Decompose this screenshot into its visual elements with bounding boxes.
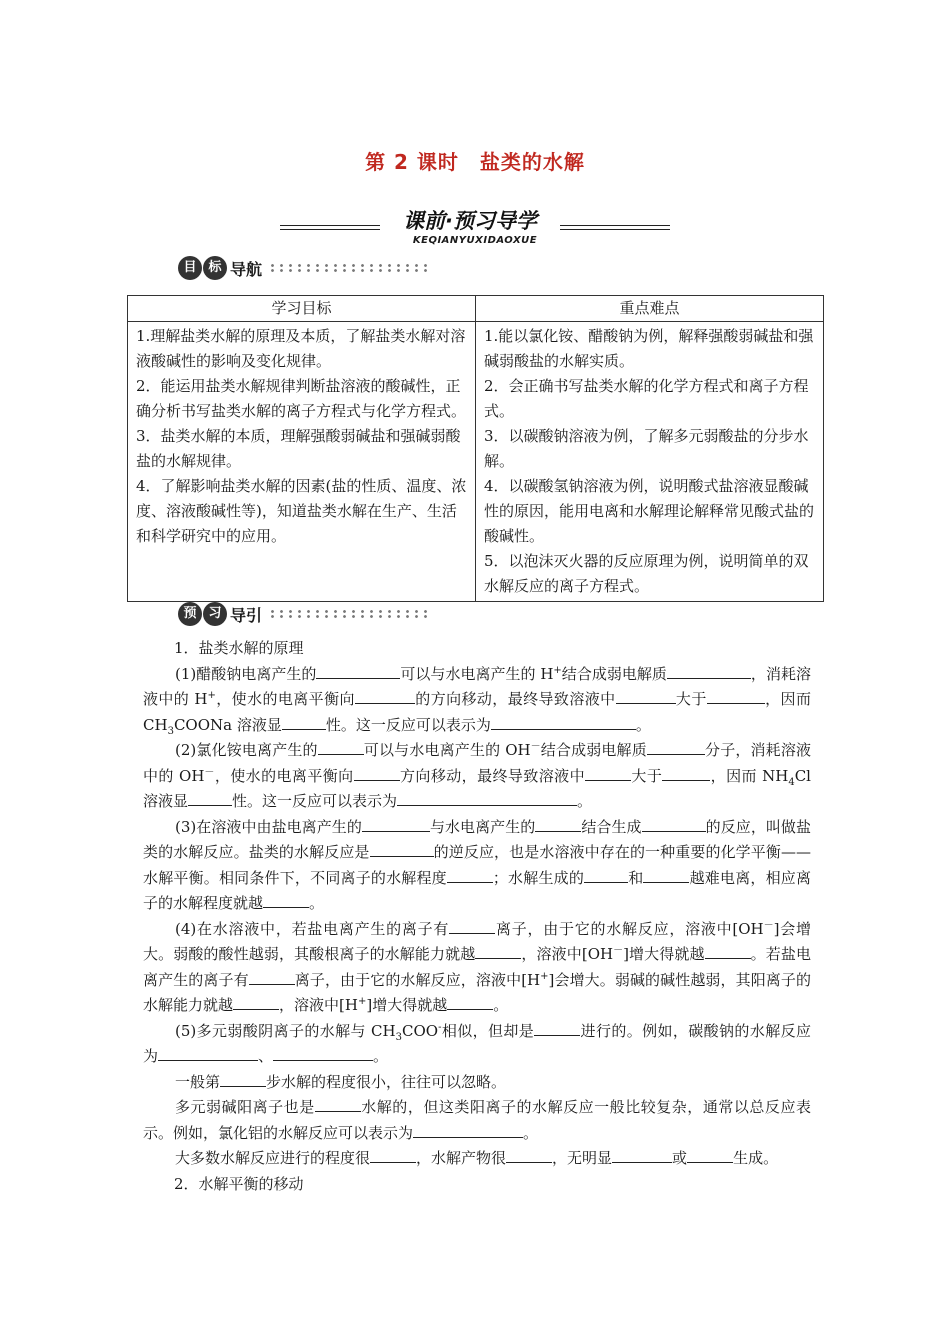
text-fragment: 生成。 <box>733 1149 779 1167</box>
text-fragment: － <box>613 945 624 956</box>
paragraph <box>143 1146 811 1172</box>
paragraph <box>143 738 811 815</box>
heading-text: 导引 <box>230 605 263 625</box>
fill-blank[interactable] <box>370 840 434 857</box>
paragraph <box>143 662 811 739</box>
list-item: 3．盐类水解的本质，理解强酸弱碱盐和强碱弱酸盐的水解规律。 <box>136 427 461 470</box>
text-fragment: 相似，但却是 <box>441 1021 535 1040</box>
text-fragment: 越难电离，相应离子的水解程度就越 <box>143 868 811 912</box>
fill-blank[interactable] <box>535 815 581 832</box>
text-fragment: 结合成弱电解质 <box>561 664 667 683</box>
fill-blank[interactable] <box>249 968 295 985</box>
paragraph <box>143 1095 811 1146</box>
text-fragment: ]增大得就越 <box>623 945 705 963</box>
fill-blank[interactable] <box>282 713 326 730</box>
fill-blank[interactable] <box>220 1070 266 1087</box>
text-fragment: 或 <box>672 1149 688 1167</box>
fill-blank[interactable] <box>158 1044 258 1061</box>
text-fragment: 进行的。例如，碳酸钠的水解反应为 <box>143 1021 811 1065</box>
heading-circle-char: 预 <box>178 602 202 626</box>
fill-blank[interactable] <box>355 687 415 704</box>
fill-blank[interactable] <box>584 866 628 883</box>
dotted-divider <box>268 263 428 273</box>
fill-blank[interactable] <box>687 1146 733 1163</box>
list-item: 1.理解盐类水解的原理及本质，了解盐类水解对溶液酸碱性的影响及变化规律。 <box>136 327 466 370</box>
fill-blank[interactable] <box>642 815 706 832</box>
section-heading-goals <box>178 256 428 282</box>
list-item: 1.能以氯化铵、醋酸钠为例，解释强酸弱碱盐和强碱弱酸盐的水解实质。 <box>484 327 814 370</box>
fill-blank[interactable] <box>447 993 493 1010</box>
fill-blank[interactable] <box>233 993 279 1010</box>
text-fragment: － <box>530 741 541 752</box>
text-fragment: 、 <box>258 1047 274 1065</box>
text-fragment: 性。这一反应可以表示为 <box>232 792 398 810</box>
fill-blank[interactable] <box>534 1019 580 1036</box>
fill-blank[interactable] <box>370 1146 416 1163</box>
text-fragment: 4 <box>788 776 795 788</box>
fill-blank[interactable] <box>647 738 705 755</box>
text-fragment: (4)在水溶液中，若盐电离产生的离子有 <box>175 919 450 938</box>
text-fragment: 大多数水解反应进行的程度很 <box>175 1149 371 1167</box>
text-fragment: 。 <box>523 1123 539 1142</box>
paragraph <box>143 917 811 1019</box>
text-fragment: － <box>204 766 215 778</box>
fill-blank[interactable] <box>316 662 400 679</box>
text-fragment: 3 <box>395 1031 402 1043</box>
text-fragment: 离子，由于它的水解反应，溶液中[OH <box>495 919 764 938</box>
text-fragment: 和 <box>628 868 644 887</box>
key-points-cell <box>476 322 824 602</box>
text-fragment: - <box>438 1021 442 1033</box>
text-fragment: + <box>357 996 367 1007</box>
text-fragment: 。 <box>309 894 325 912</box>
text-fragment: 大于 <box>631 766 663 785</box>
fill-blank[interactable] <box>667 662 751 679</box>
fill-blank[interactable] <box>449 917 495 934</box>
lesson-title: 第 2 课时 盐类的水解 <box>365 150 585 174</box>
dotted-divider <box>268 609 428 619</box>
text-fragment: 多元弱碱阳离子也是 <box>175 1098 315 1116</box>
fill-blank[interactable] <box>707 687 765 704</box>
list-item: 2．能运用盐类水解规律判断盐溶液的酸碱性，正确分析书写盐类水解的离子方程式与化学方程式。 <box>136 377 467 420</box>
paragraph <box>143 1070 811 1096</box>
paragraph <box>143 1019 811 1070</box>
fill-blank[interactable] <box>273 1044 373 1061</box>
fill-blank[interactable] <box>362 815 430 832</box>
text-fragment: ，水解产物很 <box>416 1149 507 1167</box>
section-heading-preview <box>178 602 428 628</box>
list-item: 5．以泡沫灭火器的反应原理为例，说明简单的双水解反应的离子方程式。 <box>484 552 809 595</box>
paragraph <box>143 815 811 917</box>
fill-blank[interactable] <box>491 713 636 730</box>
goals-table <box>127 295 824 602</box>
subheading: 2．水解平衡的移动 <box>174 1174 304 1193</box>
fill-blank[interactable] <box>506 1146 552 1163</box>
heading-text: 导航 <box>230 259 263 279</box>
goals-cell <box>128 322 476 602</box>
fill-blank[interactable] <box>616 687 676 704</box>
text-fragment: COONa 溶液显 <box>173 715 282 734</box>
heading-circle-char: 标 <box>203 256 227 280</box>
list-item: 2．会正确书写盐类水解的化学方程式和离子方程式。 <box>484 377 809 420</box>
heading-circle-char: 习 <box>203 602 227 626</box>
fill-blank[interactable] <box>447 866 493 883</box>
fill-blank[interactable] <box>475 942 521 959</box>
fill-blank[interactable] <box>662 764 710 781</box>
text-fragment: 。若盐电离产生的离子有 <box>143 945 811 989</box>
text-fragment: ，消耗溶液中的 H <box>143 664 811 708</box>
text-fragment: 方向移动，最终导致溶液中 <box>399 766 585 785</box>
text-fragment: 步水解的程度很小，往往可以忽略。 <box>266 1072 507 1091</box>
subheading: 1．盐类水解的原理 <box>174 639 304 657</box>
text-fragment: 性。这一反应可以表示为 <box>325 715 491 734</box>
fill-blank[interactable] <box>354 764 400 781</box>
fill-blank[interactable] <box>413 1121 523 1138</box>
fill-blank[interactable] <box>585 764 631 781</box>
banner-subtitle: KEQIANYUXIDAOXUE <box>412 235 538 246</box>
text-fragment: ，使水的电离平衡向 <box>214 766 354 785</box>
text-fragment: + <box>207 690 216 701</box>
text-fragment: 可以与水电离产生的 H <box>400 664 554 683</box>
fill-blank[interactable] <box>643 866 689 883</box>
text-fragment: 结合生成 <box>581 817 642 836</box>
column-header-goals: 学习目标 <box>128 296 476 322</box>
banner-title: 课前·预习导学 <box>380 205 560 235</box>
fill-blank[interactable] <box>315 1095 361 1112</box>
text-fragment: 的方向移动，最终导致溶液中 <box>414 690 616 708</box>
text-fragment: ]增大得就越 <box>366 996 448 1014</box>
text-fragment: + <box>540 970 549 982</box>
text-fragment: 。 <box>635 715 651 734</box>
preview-content <box>143 636 811 1197</box>
text-fragment: (3)在溶液中由盐电离产生的 <box>175 817 362 836</box>
text-fragment: 结合成弱电解质 <box>540 741 647 759</box>
column-header-key-points: 重点难点 <box>476 296 824 322</box>
list-item: 4．以碳酸氢钠溶液为例，说明酸式盐溶液显酸碱性的原因，能用电离和水解理论解释常见酸式盐的酸碱性。 <box>484 477 815 545</box>
text-fragment: 离子，由于它的水解反应，溶液中[H <box>294 970 541 989</box>
text-fragment: 一般第 <box>175 1072 221 1091</box>
text-fragment: ，溶液中[OH <box>521 945 614 963</box>
text-fragment: ]会增大。弱酸的酸性越弱，其酸根离子的水解能力就越 <box>143 919 812 963</box>
text-fragment: 与水电离产生的 <box>429 817 536 836</box>
text-fragment: 大于 <box>675 690 707 708</box>
text-fragment: (2)氯化铵电离产生的 <box>175 741 318 759</box>
fill-blank[interactable] <box>263 891 309 908</box>
text-fragment: + <box>553 664 562 676</box>
fill-blank[interactable] <box>397 789 577 806</box>
text-fragment: Cl 溶液显 <box>143 766 811 810</box>
text-fragment: (1)醋酸钠电离产生的 <box>175 664 317 683</box>
table-row <box>128 322 824 602</box>
text-fragment: － <box>763 919 774 931</box>
section-banner <box>280 205 670 253</box>
text-fragment: 。 <box>493 996 509 1014</box>
text-fragment: COO <box>401 1021 439 1040</box>
text-fragment: ，因而 NH <box>710 766 789 785</box>
text-fragment: ；水解生成的 <box>492 868 585 887</box>
fill-blank[interactable] <box>188 789 232 806</box>
text-fragment: 的逆反应，也是水溶液中存在的一种重要的化学平衡——水解平衡。相同条件下，不同离子的水解程度 <box>143 843 811 887</box>
text-fragment: ，溶液中[H <box>279 996 358 1014</box>
text-fragment: ，无明显 <box>552 1149 613 1167</box>
text-fragment: 分子，消耗溶液中的 OH <box>143 741 811 785</box>
fill-blank[interactable] <box>705 942 751 959</box>
text-fragment: 的反应，叫做盐类的水解反应。盐类的水解反应是 <box>143 817 811 861</box>
text-fragment: 。 <box>577 792 593 810</box>
text-fragment: 3 <box>167 725 174 737</box>
list-item: 3．以碳酸钠溶液为例，了解多元弱酸盐的分步水解。 <box>484 427 809 470</box>
fill-blank[interactable] <box>612 1146 672 1163</box>
text-fragment: 水解的，但这类阳离子的水解反应一般比较复杂，通常以总反应表示。例如，氯化铝的水解反应可以表示为 <box>143 1098 811 1142</box>
text-fragment: (5)多元弱酸阴离子的水解与 CH <box>175 1021 396 1040</box>
fill-blank[interactable] <box>318 738 364 755</box>
text-fragment: ，因而 CH <box>143 690 811 734</box>
text-fragment: ，使水的电离平衡向 <box>215 690 355 708</box>
text-fragment: 。 <box>373 1047 389 1065</box>
table-header-row <box>128 296 824 322</box>
list-item: 4．了解影响盐类水解的因素(盐的性质、温度、浓度、溶液酸碱性等)，知道盐类水解在生产、生活和科学研究中的应用。 <box>136 477 467 545</box>
heading-circle-char: 目 <box>178 256 202 280</box>
text-fragment: 可以与水电离产生的 OH <box>363 741 531 759</box>
text-fragment: ]会增大。弱碱的碱性越弱，其阳离子的水解能力就越 <box>143 970 811 1014</box>
